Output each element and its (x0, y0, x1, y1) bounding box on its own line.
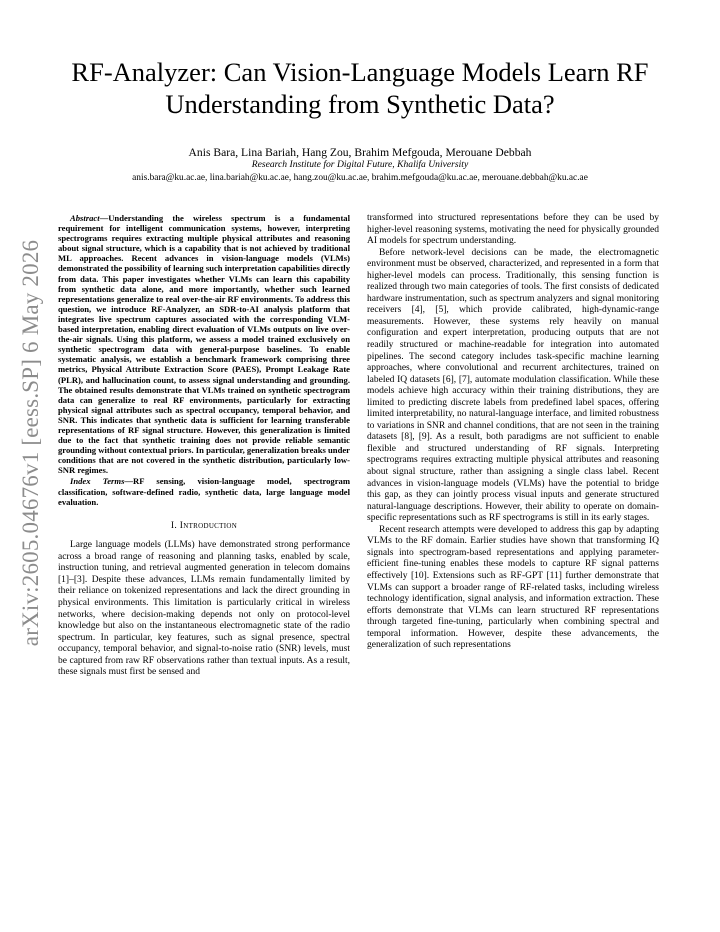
abstract-lead: Abstract (70, 213, 100, 223)
body-paragraph: Large language models (LLMs) have demonstrated strong performance across a broad range of reasoning and planning tasks, enabled by scale, instruction tuning, and retrieval augmented generation in telecom domains [1]–[3]. Despite these advances, LLMs remain fundamentally limited by their reliance on tokenized representations and lack the direct grounding in physical environments. This limitation is particularly critical in wireless networks, where decision-making depends not only on protocol-level knowledge but also on the instantaneous electromagnetic state of the radio spectrum. In particular, key features, such as signal presence, spectral occupancy, temporal behavior, and signal-to-noise ratio (SNR) levels, must be captured from raw RF observations rather than textual inputs. As a result, these signals must first be sensed and (58, 540, 350, 678)
body-paragraph: Recent research attempts were developed to address this gap by adapting VLMs to the RF domain. Earlier studies have shown that transforming IQ signals into spectrogram-based representations and applying parameter-efficient fine-tuning enables these models to capture RF signal patterns effectively [10]. Extensions such as RF-GPT [11] further demonstrate that VLMs can support a broader range of RF-related tasks, including wireless technology identification, signal analysis, and information extraction. These efforts demonstrate that VLMs can learn structured RF representations through targeted fine-tuning, particularly when combining spectral and temporal information. However, despite these advancements, the generalization of such representations (367, 524, 659, 651)
body-paragraph-continued: transformed into structured representations before they can be used by higher-level reasoning systems, motivating the need for physically grounded AI models for spectrum understanding. (367, 213, 659, 247)
section-heading-introduction (58, 521, 350, 533)
section-title: Introduction (179, 520, 238, 531)
left-column (58, 213, 350, 679)
author-list: Anis Bara, Lina Bariah, Hang Zou, Brahim Mefgouda, Merouane Debbah (188, 146, 532, 159)
paper-title: RF-Analyzer: Can Vision-Language Models Learn RF Understanding from Synthetic Data? (71, 57, 649, 119)
index-terms-text: —RF sensing, vision-language model, spectrogram classification, software-defined radio, synthetic data, large language model evaluation. (58, 476, 351, 507)
index-terms-lead: Index Terms (70, 476, 125, 487)
index-terms (58, 476, 350, 506)
body-paragraph: Before network-level decisions can be made, the electromagnetic environment must be observed, characterized, and represented in a form that higher-level models can process. Traditionally, this sensing function is realized through two main categories of tools. The first consists of dedicated hardware instrumentation, such as spectrum analyzers and signal monitoring receivers [4], [5], which provide calibrated, high-dynamic-range measurements. However, these systems rely heavily on manual configuration and expert interpretation, producing outputs that are not readily structured or machine-readable for integration into automated pipelines. The second category includes task-specific machine learning approaches, where convolutional and recurrent architectures, trained on labeled IQ datasets [6], [7], automate modulation classification. While these models achieve high accuracy within their training distributions, they are limited to predicting discrete labels from predefined label spaces, offering limited interpretability, no natural-language interface, and limited robustness to variations in SNR and channel conditions, that are not seen in the training datasets [8], [9]. As a result, both paradigms are not sufficient to enable flexible and structured understanding of RF signals. Interpreting spectrograms requires extracting multiple physical attributes and reasoning about signal structure, rather than assigning a single class label. Recent advances in vision-language models (VLMs) have the potential to bridge this gap, as they can jointly process visual inputs and generate structured natural-language descriptions. However, their ability to operate on domain-specific representations such as RF spectrograms is still in its early stages. (367, 247, 659, 524)
affiliation: Research Institute for Digital Future, Khalifa University (251, 159, 469, 170)
arxiv-identifier-sidebar (16, 228, 46, 658)
arxiv-identifier: arXiv:2605.04676v1 [eess.SP] 6 May 2026 (18, 239, 43, 647)
abstract-text: —Understanding the wireless spectrum is a fundamental requirement for intelligent communication systems, however, interpreting spectrograms requires extracting multiple physical attributes and reasoning about signal structure, which is a capability that is not achieved by traditional ML approaches. Recent advances in vision-language models (VLMs) demonstrated the possibility of learning such interpretation capabilities directly from data. This paper investigates whether VLMs can learn this capability from synthetic data alone, and more importantly, whether such learned representations generalize to real over-the-air RF environments. To address this question, we introduce RF-Analyzer, an SDR-to-AI analysis platform that integrates live spectrum captures associated with the corresponding VLM-based interpretation, enabling direct evaluation of VLMs outputs on live over-the-air signals. Using this platform, we assess a model trained exclusively on synthetic spectrogram data with general-purpose baselines. To enable systematic analysis, we establish a benchmark framework comprising three metrics, Physical Attribute Extraction Score (PAES), Prompt Leakage Rate (PLR), and hallucination count, to assess signal understanding and grounding. The obtained results demonstrate that VLMs trained on synthetic spectrogram data can generalize to real RF environments, particularly for extracting physical signal attributes such as spectral occupancy, temporal behavior, and SNR. This indicates that synthetic data is sufficient for learning transferable representations of RF signal structure. However, this generalization is limited due to the fact that synthetic training does not provide reliable semantic grounding without contextual priors. In particular, generalization breaks under conditions that are not covered in the synthetic distribution, particularly low-SNR regimes. (58, 213, 350, 476)
abstract (58, 213, 350, 475)
right-column (367, 213, 659, 652)
author-emails: anis.bara@ku.ac.ae, lina.bariah@ku.ac.ae, hang.zou@ku.ac.ae, brahim.mefgouda@ku.ac.ae, merouane.debbah@ku.ac.ae (132, 173, 588, 183)
section-number: I. (170, 520, 178, 531)
